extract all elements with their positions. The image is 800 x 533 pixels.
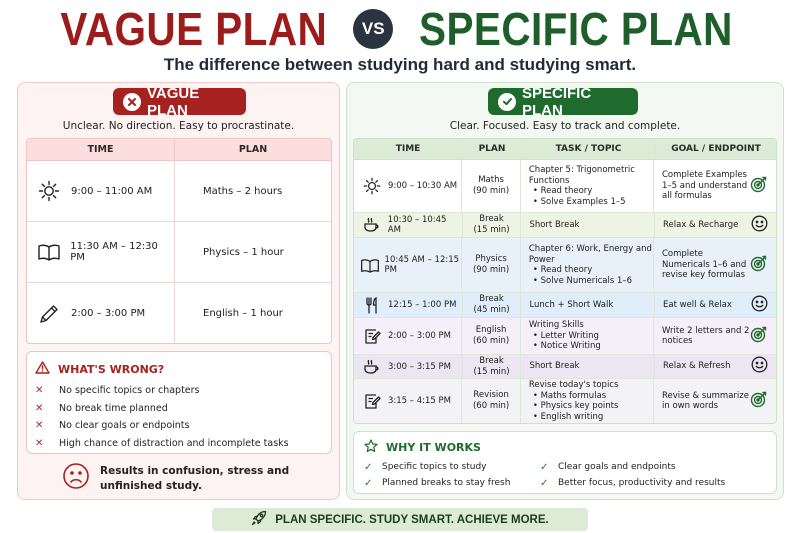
column-header-time: TIME: [354, 139, 463, 159]
row-task: Writing Skills: [528, 320, 584, 331]
row-goal: Eat well & Relax: [663, 299, 732, 310]
table-header: [354, 139, 776, 160]
sun-icon: [27, 180, 71, 202]
row-time: 3:15 – 4:15 PM: [388, 396, 451, 406]
whats-wrong-title: WHAT'S WRONG?: [58, 362, 165, 376]
specific-schedule-table: [353, 138, 777, 424]
table-row: [354, 355, 776, 379]
row-duration: (15 min): [473, 366, 510, 377]
row-task: Lunch + Short Walk: [529, 299, 614, 310]
coffee-icon: [360, 359, 384, 375]
check-icon: ✓: [540, 477, 549, 489]
table-header: [27, 139, 331, 161]
table-row: [27, 283, 331, 344]
table-row: [354, 379, 776, 423]
row-plan: Physics – 1 hour: [203, 246, 284, 258]
row-time: 3:00 – 3:15 PM: [388, 361, 451, 372]
row-time: 9:00 – 10:30 AM: [388, 181, 458, 191]
list-item: ✕ No break time planned: [35, 402, 168, 414]
why-list-left: [364, 459, 510, 491]
row-goal: Relax & Recharge: [663, 219, 739, 230]
cutlery-icon: [360, 297, 384, 314]
row-plan: English – 1 hour: [203, 308, 283, 319]
subtitle: The difference between studying hard and studying smart.: [163, 55, 637, 74]
vs-badge: VS: [353, 9, 393, 49]
x-icon: ✕: [35, 420, 44, 432]
row-duration: (45 min): [473, 305, 510, 315]
smiley-icon: [751, 295, 768, 316]
row-time: 10:30 – 10:45 AM: [387, 215, 447, 235]
column-header-plan: PLAN: [463, 139, 522, 159]
column-header-plan: PLAN: [238, 144, 268, 155]
target-icon: [750, 390, 768, 412]
table-row: [354, 318, 776, 355]
specific-badge-label: SPECIFIC PLAN: [522, 84, 592, 119]
result-line-2: unfinished study.: [100, 479, 202, 492]
smiley-icon: [751, 215, 768, 236]
check-icon: ✓: [364, 461, 373, 473]
row-plan: Break: [479, 214, 504, 224]
row-plan: English: [475, 325, 507, 335]
vague-schedule-table: [26, 138, 332, 344]
row-time: 9:00 – 11:00 AM: [71, 185, 153, 197]
task-bullet: • English writing: [532, 411, 604, 422]
row-goal: Complete Examples 1–5 and understand all formulas: [662, 170, 748, 202]
sad-face-icon: [62, 462, 90, 495]
row-goal: Write 2 letters and 2 notices: [662, 325, 750, 346]
task-bullet: • Read theory: [532, 265, 593, 275]
vague-tagline: Unclear. No direction. Easy to procrastinate.: [62, 120, 295, 132]
row-plan: Maths: [478, 175, 504, 185]
task-bullet: • Notice Writing: [532, 341, 601, 352]
row-time: 2:00 – 3:00 PM: [388, 331, 451, 341]
why-list-right: [540, 459, 725, 491]
column-header-task: TASK / TOPIC: [522, 139, 656, 159]
notepad-pen-icon: [360, 328, 384, 345]
book-icon: [360, 258, 381, 273]
row-duration: (60 min): [472, 401, 510, 411]
target-icon: [750, 175, 768, 197]
slogan-text: PLAN SPECIFIC. STUDY SMART. ACHIEVE MORE.: [275, 513, 549, 526]
column-header-goal: GOAL / ENDPOINT: [671, 144, 761, 154]
column-header-time: TIME: [27, 139, 175, 160]
table-row: [27, 161, 331, 222]
check-icon: ✓: [364, 477, 373, 489]
list-item: ✓ Specific topics to study: [364, 461, 487, 473]
smiley-icon: [751, 356, 768, 377]
notepad-pen-icon: [360, 393, 384, 410]
row-plan: Revision: [473, 390, 509, 400]
warning-icon: [35, 361, 50, 377]
row-task: Revise today's topics: [528, 380, 619, 390]
target-icon: [750, 325, 768, 347]
title-vague: VAGUE PLAN: [60, 3, 328, 55]
table-row: [27, 222, 331, 283]
result-line-1: Results in confusion, stress and: [100, 464, 290, 477]
table-row: [354, 160, 776, 213]
coffee-icon: [360, 217, 384, 233]
table-row: [354, 213, 776, 238]
row-task: Short Break: [529, 219, 580, 230]
sun-icon: [360, 177, 384, 195]
task-bullet: • Solve Numericals 1–6: [532, 275, 633, 286]
specific-tagline: Clear. Focused. Easy to track and complete.: [449, 120, 681, 132]
row-plan: Physics: [475, 254, 507, 264]
list-item: ✕ No specific topics or chapters: [35, 385, 200, 397]
row-time: 11:30 AM – 12:30 PM: [70, 241, 158, 263]
row-task: Short Break: [529, 361, 580, 372]
list-item: ✓ Better focus, productivity and results: [540, 477, 726, 489]
why-it-works-title: WHY IT WORKS: [386, 441, 481, 454]
list-item: ✓ Planned breaks to stay fresh: [364, 477, 511, 489]
table-row: [354, 293, 776, 318]
row-time: 2:00 – 3:00 PM: [71, 308, 146, 319]
x-circle-icon: [123, 93, 141, 111]
table-row: [354, 238, 776, 293]
row-task: Chapter 6: Work, Energy and Power: [528, 244, 652, 265]
why-it-works-box: [353, 431, 777, 494]
list-item: ✓ Clear goals and endpoints: [540, 461, 676, 473]
x-icon: ✕: [35, 437, 44, 449]
row-goal: Relax & Refresh: [663, 361, 731, 372]
target-icon: [750, 254, 768, 276]
title-row: [0, 4, 800, 54]
check-icon: ✓: [540, 461, 549, 473]
row-plan: Break: [479, 294, 504, 304]
row-time: 10:45 AM – 12:15 PM: [384, 255, 460, 275]
list-item: ✕ High chance of distraction and incomplete tasks: [35, 437, 289, 449]
row-duration: (15 min): [473, 225, 510, 235]
row-task: Chapter 5: Trigonometric Functions: [528, 165, 635, 186]
vague-plan-badge: [113, 84, 246, 119]
row-goal: Revise & summarize in own words: [662, 390, 749, 411]
rocket-icon: [251, 510, 267, 529]
task-bullet: • Letter Writing: [532, 330, 599, 341]
row-time: 12:15 – 1:00 PM: [388, 300, 457, 310]
x-icon: ✕: [35, 385, 44, 397]
vague-badge-label: VAGUE PLAN: [147, 84, 200, 119]
row-goal: Complete Numericals 1–6 and revise key formulas: [662, 249, 747, 281]
row-plan: Break: [479, 355, 504, 366]
task-bullet: • Physics key points: [532, 401, 619, 411]
row-duration: (90 min): [472, 265, 510, 275]
list-item: ✕ No clear goals or endpoints: [35, 420, 190, 432]
task-bullet: • Read theory: [532, 186, 593, 196]
row-duration: (60 min): [472, 336, 510, 346]
title-specific: SPECIFIC PLAN: [419, 3, 734, 55]
book-icon: [27, 243, 70, 261]
row-plan: Maths – 2 hours: [203, 185, 283, 197]
row-duration: (90 min): [472, 186, 510, 196]
whats-wrong-list: [35, 382, 289, 452]
specific-plan-badge: [488, 84, 638, 119]
x-icon: ✕: [35, 402, 44, 414]
pencil-icon: [27, 303, 71, 325]
task-bullet: • Maths formulas: [532, 390, 607, 401]
slogan-bar: [212, 508, 588, 531]
vague-result: [62, 462, 289, 495]
whats-wrong-box: [26, 351, 332, 454]
star-icon: [364, 439, 378, 456]
task-bullet: • Solve Examples 1–5: [532, 196, 626, 207]
check-circle-icon: [498, 93, 516, 111]
